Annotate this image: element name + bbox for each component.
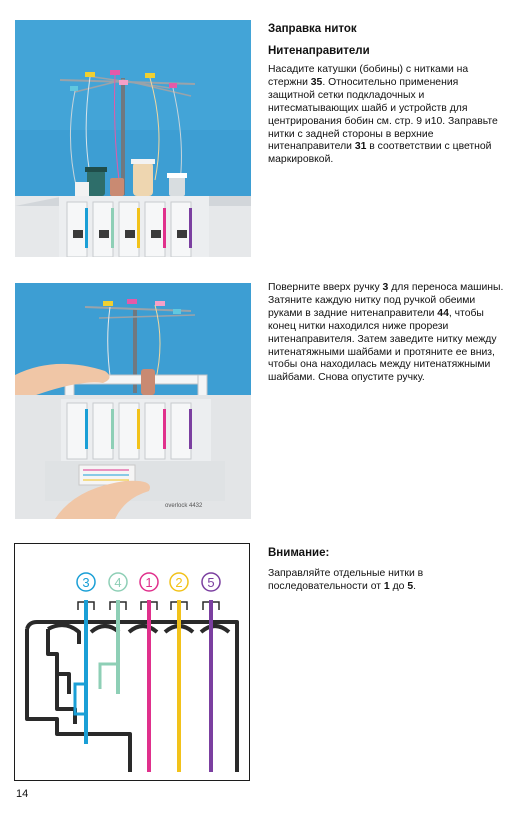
threading-section [268,22,508,167]
body-text: для переноса машины. Затяните каждую нитку под ручкой обеими руками в задние нитенаправители [268,282,504,319]
reference-number: 31 [354,141,367,153]
threading-order-diagram [14,543,250,781]
reference-number: 1 [383,580,390,592]
thread-number-label: 2 [175,575,183,590]
section-subheading: Нитенаправители [268,45,370,57]
body-text: Заправляйте отдельные нитки в последовательности от [268,568,424,592]
section-body [268,568,508,594]
body-text: . [413,580,416,592]
thread-number-label: 5 [207,575,215,590]
reference-number: 35 [310,76,323,88]
page-number: 14 [16,788,29,800]
body-text: до [389,580,408,592]
reference-number: 5 [407,580,414,592]
section-body [268,282,508,385]
body-text: Насадите катушки (бобины) с нитками на стержни [268,64,469,88]
thread-number-label: 1 [145,575,153,590]
spool-stand-photo [15,20,251,257]
body-text: , чтобы конец нитки находился ниже прорези нитенаправителя. Затем заведите нитку между нитенатяжными шайбами и протяните ее вниз, чтобы она находилась между нитенатяжными шайбами. Снова опустите ручку. [268,307,497,384]
attention-section [268,546,508,594]
handle-section [268,282,508,385]
model-label: overlock 4432 [165,503,203,509]
handle-threading-photo [15,283,251,519]
body-text: Поверните вверх ручку [268,282,383,293]
attention-heading: Внимание: [268,547,330,559]
section-heading: Заправка ниток [268,23,357,35]
thread-number-label: 4 [114,575,122,590]
reference-number: 44 [437,307,449,319]
thread-loop [100,664,118,689]
body-text: . Относительно применения защитной сетки подкладочных и нитесматывающих шайб и устройств для центрирования бобин см. стр. 9 и10. Заправьте нитки с задней стороны в верхние нитенаправители [268,76,498,153]
body-text: в соответствии с цветной маркировкой. [268,141,492,166]
section-body [268,64,508,167]
thread-number-label: 3 [82,575,90,590]
reference-number: 3 [382,282,389,293]
